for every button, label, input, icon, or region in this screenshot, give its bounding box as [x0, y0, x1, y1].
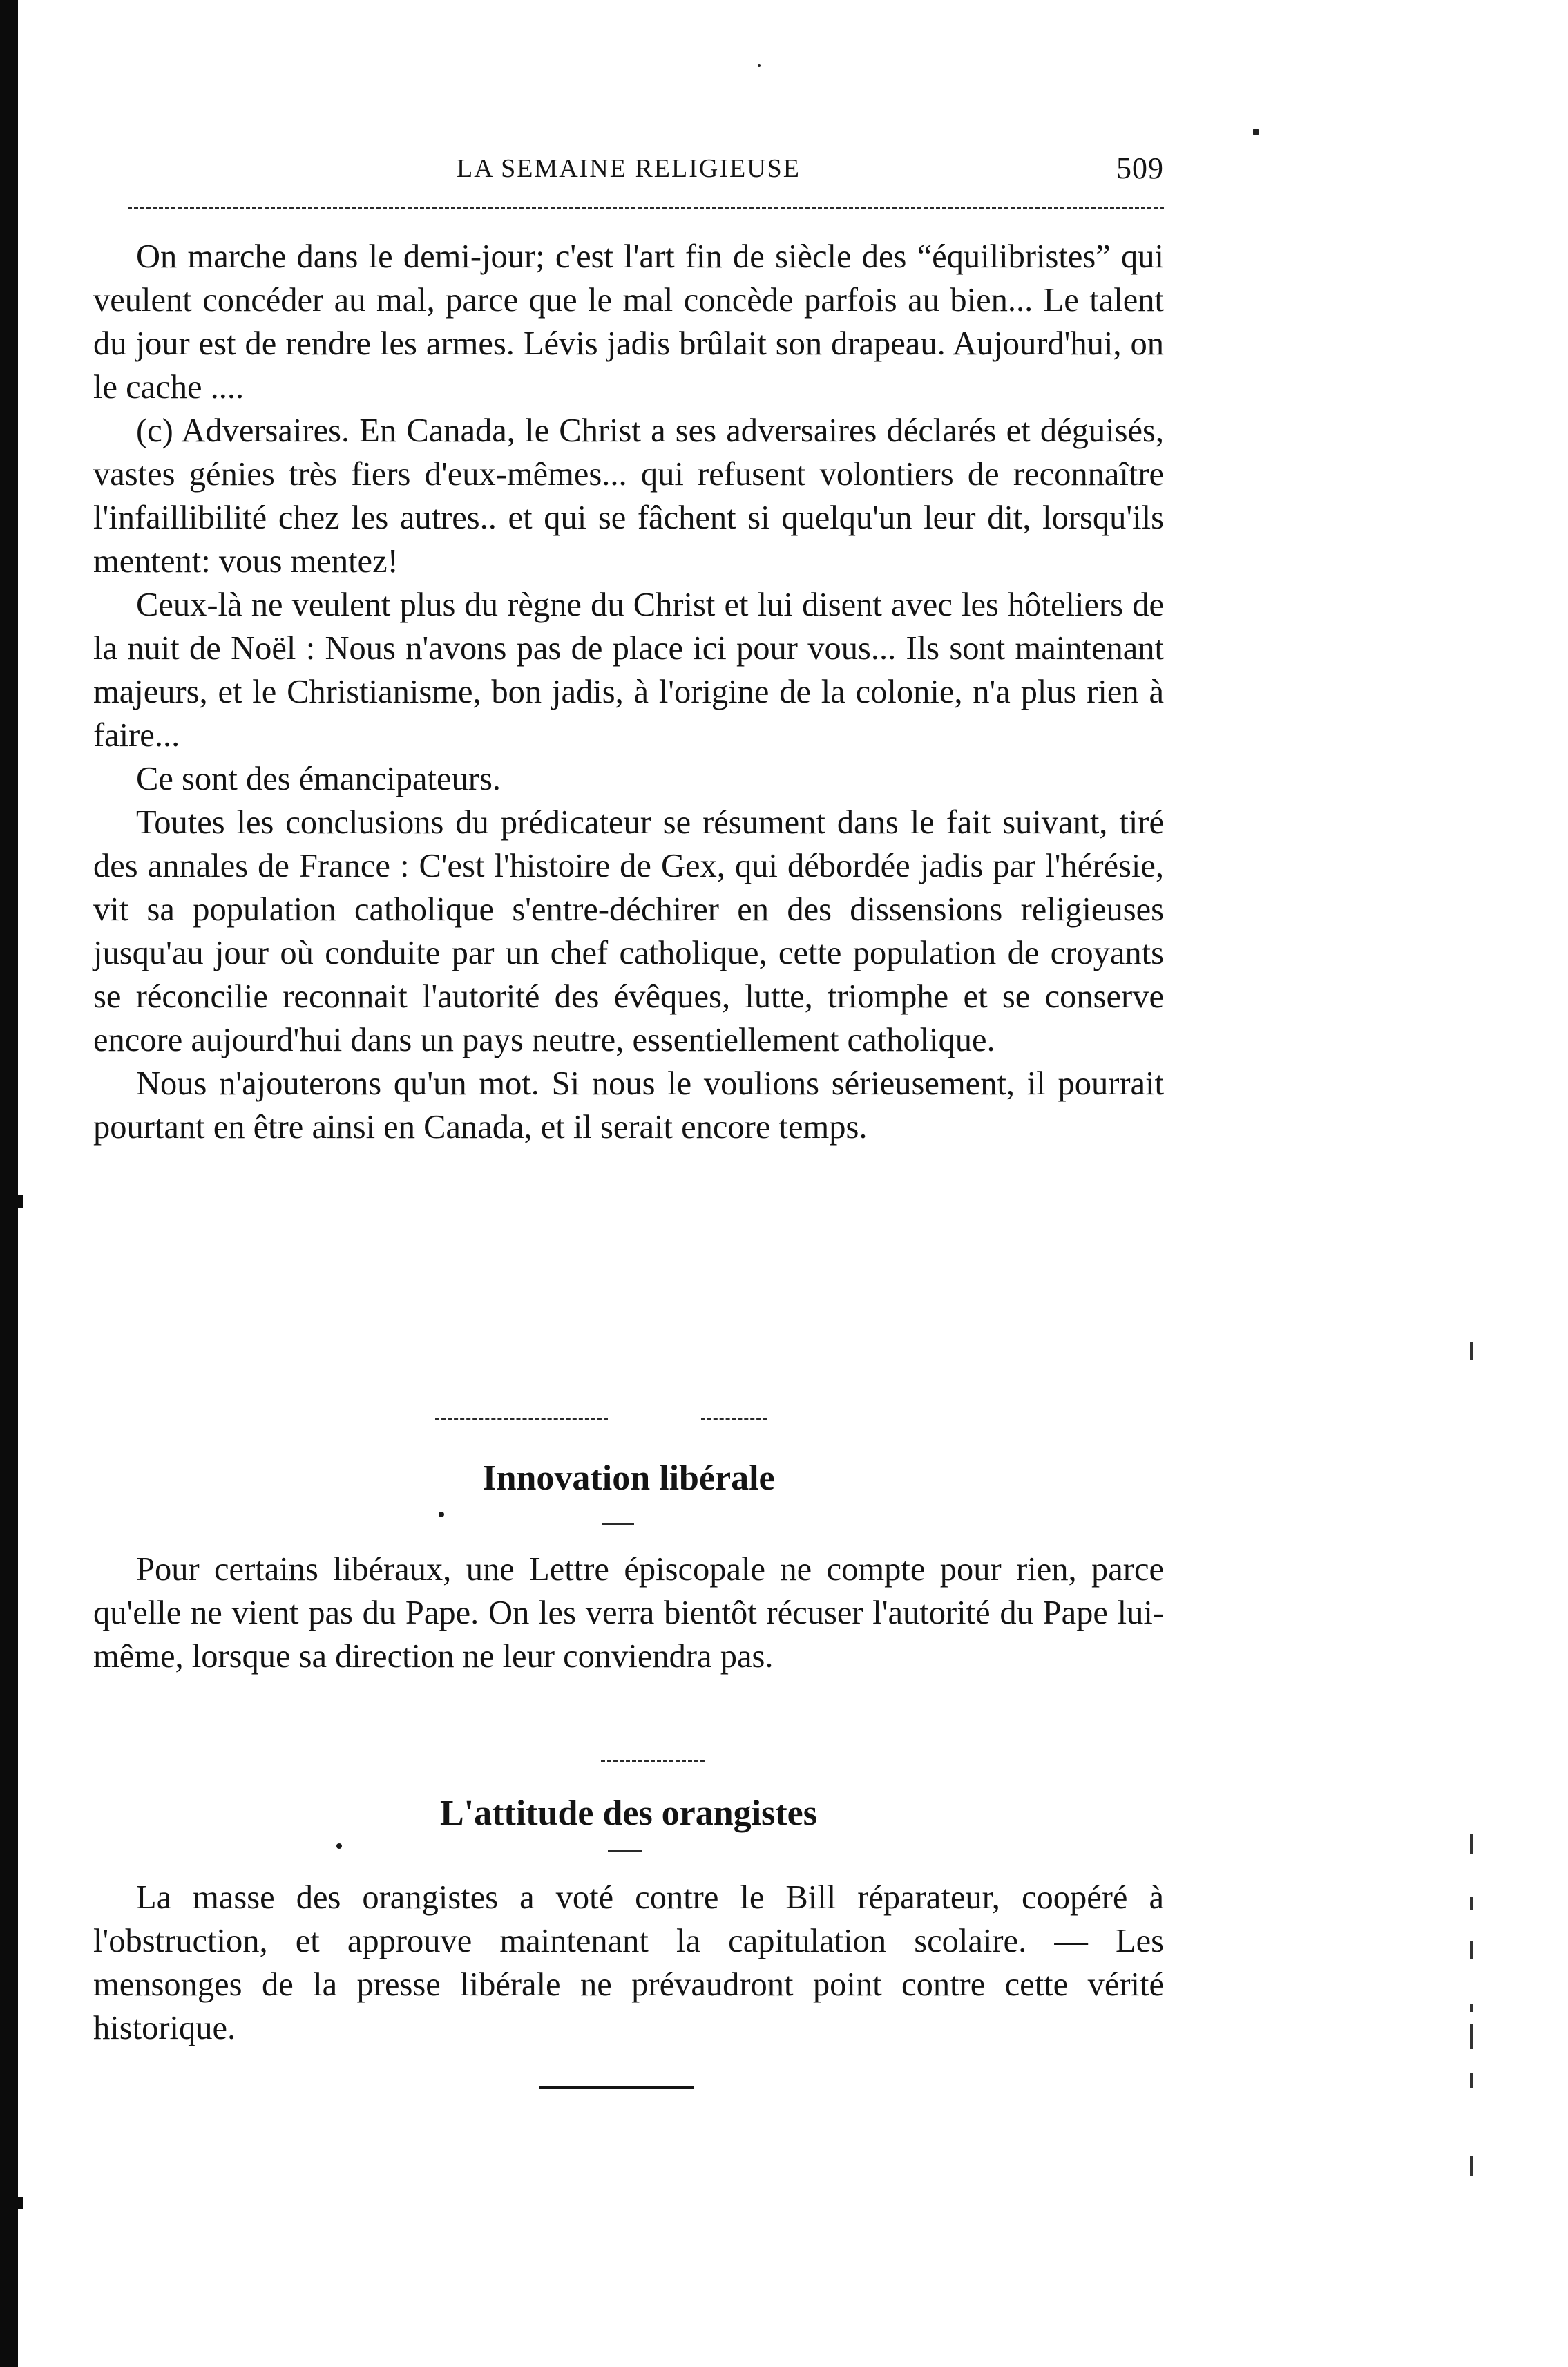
paragraph: Nous n'ajouterons qu'un mot. Si nous le voulions sérieusement, il pourrait pourtant en être ainsi en Canada, et il serait encore temps.: [93, 1065, 1164, 1146]
section-orangistes-body: [93, 1876, 1164, 2050]
scan-edge-nick: [18, 2197, 23, 2209]
title-underline: [608, 1850, 642, 1852]
ornament-dot: [439, 1512, 444, 1517]
section-title: Innovation libérale: [482, 1458, 775, 1498]
page-number: 509: [1116, 151, 1164, 185]
page-header: [93, 153, 1164, 195]
paragraph: La masse des orangistes a voté contre le Bill réparateur, coopéré à l'obstruction, et approuve maintenant la capitulation scolaire. — Les mensonges de la presse libérale ne prévaudront point contre cette vérité historique.: [93, 1879, 1164, 2046]
paragraph: Toutes les conclusions du prédicateur se résument dans le fait suivant, tiré des annales de France : C'est l'histoire de Gex, qui débordée jadis par l'hérésie, vit sa population catholique s'entre-déchirer en des dissensions religieuses jusqu'au jour où conduite par un chef catholique, cette population de croyants se réconcilie reconnait l'autorité des évêques, lutte, triomphe et se conserve encore aujourd'hui dans un pays neutre, essentiellement catholique.: [93, 804, 1164, 1058]
ornament-dot: [336, 1843, 342, 1849]
paragraph: (c) Adversaires. En Canada, le Christ a ses adversaires déclarés et déguisés, vastes génies très fiers d'eux-mêmes... qui refusent volontiers de reconnaître l'infaillibilité chez les autres.. et qui se fâchent si quelqu'un leur dit, lorsqu'ils mentent: vous mentez!: [93, 412, 1164, 580]
paragraph: Ceux-là ne veulent plus du règne du Christ et lui disent avec les hôteliers de la nuit de Noël : Nous n'avons pas de place ici pour vous... Ils sont maintenant majeurs, et le Christianisme, bon jadis, à l'origine de la colonie, n'a plus rien à faire...: [93, 587, 1164, 754]
running-title: LA SEMAINE RELIGIEUSE: [457, 154, 801, 183]
section-innovation-body: [93, 1548, 1164, 1678]
scan-edge-nick: [18, 1195, 23, 1208]
header-rule: [128, 207, 1164, 209]
article-continuation: [93, 235, 1164, 1149]
section-separator: [601, 1760, 705, 1762]
book-page: [93, 0, 1164, 2367]
section-separator: [701, 1418, 767, 1420]
paragraph: Pour certains libéraux, une Lettre épiscopale ne compte pour rien, parce qu'elle ne vient pas du Pape. On les verra bientôt récuser l'autorité du Pape lui-même, lorsque sa direction ne leur conviendra pas.: [93, 1551, 1164, 1675]
ink-speck: [1253, 129, 1259, 135]
paragraph: Ce sont des émancipateurs.: [136, 761, 501, 797]
closing-rule: [539, 2086, 694, 2089]
paragraph: On marche dans le demi-jour; c'est l'art fin de siècle des “équilibristes” qui veulent concéder au mal, parce que le mal concède parfois au bien... Le talent du jour est de rendre les armes. Lévis jadis brûlait son drapeau. Aujourd'hui, on le cache ....: [93, 238, 1164, 406]
title-underline: [602, 1523, 634, 1525]
scan-edge: [0, 0, 18, 2367]
section-title: L'attitude des orangistes: [440, 1794, 817, 1833]
section-separator: [435, 1418, 608, 1420]
